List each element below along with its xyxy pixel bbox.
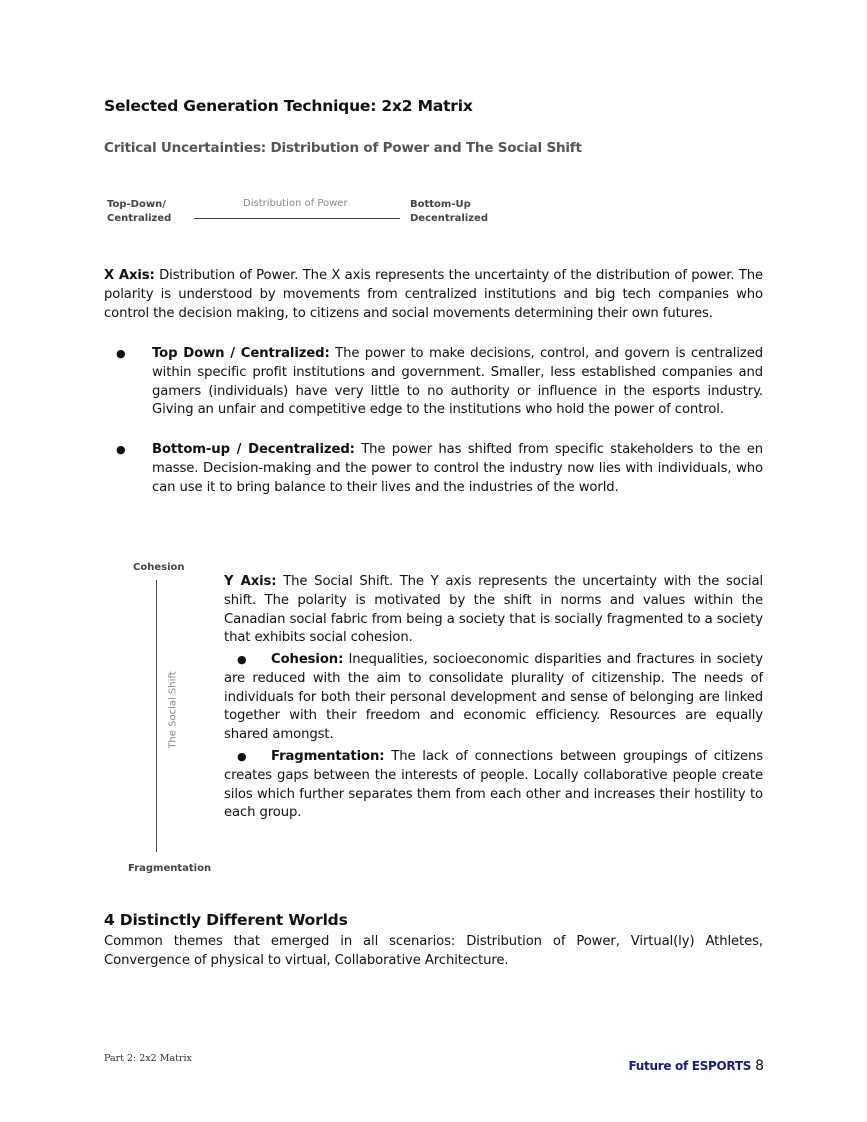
y-axis-bottom-label: Fragmentation [128,863,212,874]
worlds-paragraph: Common themes that emerged in all scenarios: Distribution of Power, Virtual(ly) Athletes, Convergence of physical to virtual, Collaborative Architecture. [104,934,763,968]
x-axis-line [194,218,400,219]
x-axis-paragraph: X Axis: Distribution of Power. The X axis represents the uncertainty of the distribution of power. The polarity is understood by movements from centralized institutions and big tech companies who control the decision making, to citizens and social movements determining their own futures. [104,268,764,321]
brand-name: Future of ESPORTS [628,1059,752,1073]
page-title: Selected Generation Technique: 2x2 Matrix [104,97,473,115]
y-bullet-cohesion: Cohesion: Inequalities, socioeconomic disparities and fractures in society are reduced with the aim to consolidate plurality of citizenship. The needs of individuals for both their personal development and sense of belonging are linked together with their freedom and economic efficiency. Resources are equally shared amongst. [224,652,763,743]
worlds-heading: 4 Distinctly Different Worlds [104,911,348,929]
bullet-dot-icon: ● [237,750,247,763]
footer-section-label: Part 2: 2x2 Matrix [104,1053,192,1064]
footer-brand [629,1055,765,1074]
y-axis-line [156,580,157,852]
x-axis-left-label: Top-Down/ Centralized [107,199,172,224]
y-axis-paragraph: Y Axis: The Social Shift. The Y axis represents the uncertainty with the social shift. The polarity is motivated by the shift in norms and values within the Canadian social fabric from being a society that is socially fragmented to a society that exhibits social cohesion. [224,574,764,646]
x-bullet-bottom-up: Bottom-up / Decentralized: The power has shifted from specific stakeholders to the en masse. Decision-making and the power to control the industry now lies with individuals, who can use it to bring balance to their lives and the industries of the world. [152,442,764,495]
y-axis-label: The Social Shift [167,671,179,749]
bullet-dot-icon: ● [116,347,126,360]
y-axis-top-label: Cohesion [133,562,185,573]
bullet-dot-icon: ● [237,653,247,666]
y-bullet-fragmentation: Fragmentation: The lack of connections between groupings of citizens creates gaps between the interests of people. Locally collaborative people create silos which further separates them from each other and increases their hostility to each group. [224,749,763,821]
page-subtitle: Critical Uncertainties: Distribution of Power and The Social Shift [104,140,582,156]
x-axis-right-label: Bottom-Up Decentralized [410,199,488,224]
bullet-dot-icon: ● [116,443,126,456]
page-number: 8 [755,1058,764,1074]
x-bullet-top-down: Top Down / Centralized: The power to make decisions, control, and govern is centralized within specific profit institutions and government. Smaller, less established companies and gamers (individuals) have very little to no authority or influence in the esports industry. Giving an unfair and competitive edge to the institutions who hold the power of control. [152,346,764,418]
x-axis-middle-label: Distribution of Power [243,198,348,209]
